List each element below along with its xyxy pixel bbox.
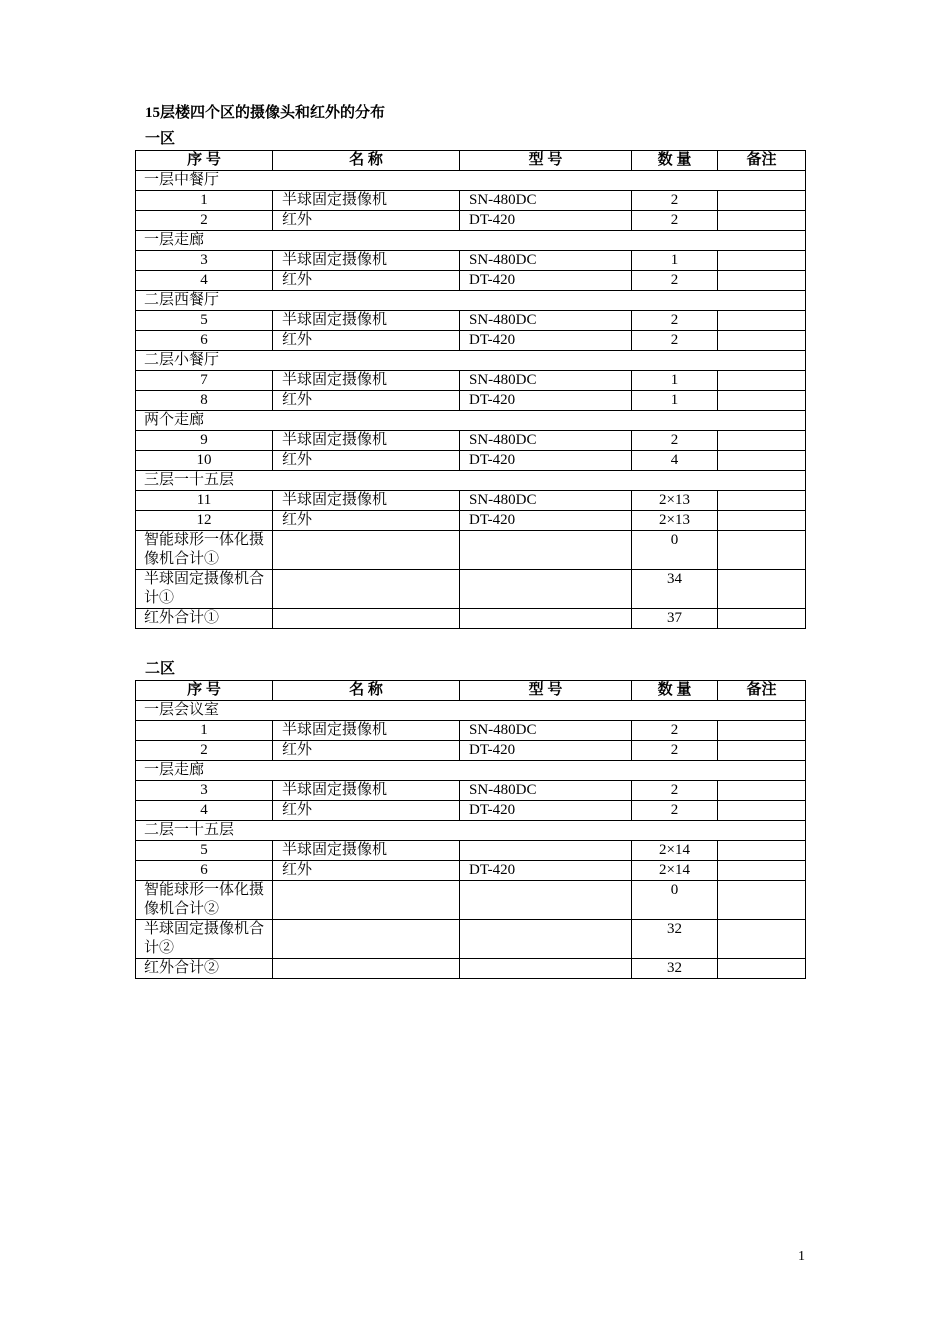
- document-title: 15层楼四个区的摄像头和红外的分布: [145, 105, 386, 121]
- cell-model: DT-420: [460, 211, 632, 231]
- total-row: [136, 881, 806, 920]
- cell-empty: [273, 609, 460, 629]
- cell-seq: 5: [136, 311, 273, 331]
- location-label: 二层西餐厅: [136, 291, 806, 311]
- total-row: [136, 570, 806, 609]
- total-qty: 37: [632, 609, 718, 629]
- cell-name: 红外: [273, 741, 460, 761]
- cell-seq: 1: [136, 191, 273, 211]
- table-row: [136, 331, 806, 351]
- cell-note: [718, 920, 806, 959]
- cell-name: 半球固定摄像机: [273, 491, 460, 511]
- cell-empty: [460, 959, 632, 979]
- table-row: [136, 491, 806, 511]
- cell-qty: 2: [632, 741, 718, 761]
- cell-model: SN-480DC: [460, 371, 632, 391]
- cell-note: [718, 721, 806, 741]
- cell-empty: [460, 570, 632, 609]
- cell-name: 半球固定摄像机: [273, 311, 460, 331]
- cell-name: 红外: [273, 391, 460, 411]
- cell-qty: 2: [632, 211, 718, 231]
- cell-qty: 2: [632, 271, 718, 291]
- location-group-row: [136, 701, 806, 721]
- header-name: 名 称: [273, 681, 460, 701]
- cell-seq: 2: [136, 211, 273, 231]
- header-qty: 数 量: [632, 681, 718, 701]
- header-model: 型 号: [460, 681, 632, 701]
- table-row: [136, 431, 806, 451]
- location-label: 一层会议室: [136, 701, 806, 721]
- cell-note: [718, 881, 806, 920]
- cell-seq: 9: [136, 431, 273, 451]
- header-name: 名 称: [273, 151, 460, 171]
- table-row: [136, 511, 806, 531]
- cell-name: 半球固定摄像机: [273, 781, 460, 801]
- cell-note: [718, 861, 806, 881]
- cell-name: 红外: [273, 331, 460, 351]
- location-label: 三层一十五层: [136, 471, 806, 491]
- cell-model: SN-480DC: [460, 311, 632, 331]
- cell-model: DT-420: [460, 331, 632, 351]
- cell-note: [718, 391, 806, 411]
- cell-note: [718, 609, 806, 629]
- location-label: 二层一十五层: [136, 821, 806, 841]
- cell-note: [718, 371, 806, 391]
- cell-note: [718, 781, 806, 801]
- table-row: [136, 741, 806, 761]
- header-seq: 序 号: [136, 681, 273, 701]
- location-label: 二层小餐厅: [136, 351, 806, 371]
- cell-model: [460, 841, 632, 861]
- cell-note: [718, 211, 806, 231]
- cell-name: 半球固定摄像机: [273, 431, 460, 451]
- cell-name: 红外: [273, 861, 460, 881]
- cell-seq: 12: [136, 511, 273, 531]
- page-number: 1: [798, 1249, 805, 1264]
- total-row: [136, 920, 806, 959]
- cell-model: DT-420: [460, 451, 632, 471]
- location-label: 一层走廊: [136, 231, 806, 251]
- cell-name: 半球固定摄像机: [273, 251, 460, 271]
- location-group-row: [136, 171, 806, 191]
- cell-qty: 2×14: [632, 841, 718, 861]
- total-label: 智能球形一体化摄像机合计②: [136, 881, 273, 920]
- cell-model: SN-480DC: [460, 491, 632, 511]
- location-group-row: [136, 821, 806, 841]
- cell-seq: 3: [136, 251, 273, 271]
- cell-empty: [460, 920, 632, 959]
- cell-note: [718, 431, 806, 451]
- table-row: [136, 371, 806, 391]
- cell-seq: 3: [136, 781, 273, 801]
- cell-note: [718, 741, 806, 761]
- cell-note: [718, 311, 806, 331]
- table-row: [136, 861, 806, 881]
- total-label: 半球固定摄像机合计②: [136, 920, 273, 959]
- cell-seq: 4: [136, 271, 273, 291]
- cell-name: 半球固定摄像机: [273, 371, 460, 391]
- cell-name: 红外: [273, 801, 460, 821]
- location-label: 一层中餐厅: [136, 171, 806, 191]
- cell-qty: 2: [632, 781, 718, 801]
- cell-seq: 7: [136, 371, 273, 391]
- cell-empty: [460, 609, 632, 629]
- cell-model: SN-480DC: [460, 781, 632, 801]
- location-group-row: [136, 351, 806, 371]
- cell-seq: 5: [136, 841, 273, 861]
- cell-model: DT-420: [460, 861, 632, 881]
- header-seq: 序 号: [136, 151, 273, 171]
- location-label: 一层走廊: [136, 761, 806, 781]
- cell-qty: 1: [632, 391, 718, 411]
- cell-name: 红外: [273, 211, 460, 231]
- cell-seq: 6: [136, 331, 273, 351]
- header-model: 型 号: [460, 151, 632, 171]
- table-row: [136, 721, 806, 741]
- cell-note: [718, 331, 806, 351]
- cell-note: [718, 511, 806, 531]
- cell-empty: [460, 531, 632, 570]
- cell-model: SN-480DC: [460, 721, 632, 741]
- cell-empty: [273, 881, 460, 920]
- cell-qty: 2: [632, 721, 718, 741]
- cell-note: [718, 959, 806, 979]
- cell-model: DT-420: [460, 801, 632, 821]
- location-group-row: [136, 231, 806, 251]
- cell-qty: 2×13: [632, 511, 718, 531]
- cell-model: DT-420: [460, 391, 632, 411]
- cell-seq: 6: [136, 861, 273, 881]
- table-header-row: [136, 681, 806, 701]
- table-row: [136, 311, 806, 331]
- cell-note: [718, 251, 806, 271]
- cell-note: [718, 801, 806, 821]
- total-label: 半球固定摄像机合计①: [136, 570, 273, 609]
- total-label: 红外合计②: [136, 959, 273, 979]
- cell-name: 半球固定摄像机: [273, 721, 460, 741]
- cell-name: 红外: [273, 451, 460, 471]
- zone2-table: [135, 680, 806, 979]
- total-label: 红外合计①: [136, 609, 273, 629]
- total-row: [136, 959, 806, 979]
- cell-name: 红外: [273, 271, 460, 291]
- cell-seq: 10: [136, 451, 273, 471]
- cell-empty: [273, 570, 460, 609]
- table-row: [136, 841, 806, 861]
- cell-seq: 1: [136, 721, 273, 741]
- header-qty: 数 量: [632, 151, 718, 171]
- zone2-heading: 二区: [145, 661, 176, 677]
- cell-note: [718, 570, 806, 609]
- table-header-row: [136, 151, 806, 171]
- total-row: [136, 531, 806, 570]
- cell-note: [718, 271, 806, 291]
- location-group-row: [136, 471, 806, 491]
- cell-name: 半球固定摄像机: [273, 191, 460, 211]
- header-note: 备注: [718, 151, 806, 171]
- header-note: 备注: [718, 681, 806, 701]
- cell-note: [718, 491, 806, 511]
- cell-note: [718, 451, 806, 471]
- table-row: [136, 211, 806, 231]
- table-row: [136, 191, 806, 211]
- cell-empty: [460, 881, 632, 920]
- cell-empty: [273, 531, 460, 570]
- cell-qty: 2: [632, 801, 718, 821]
- total-row: [136, 609, 806, 629]
- table-row: [136, 251, 806, 271]
- cell-qty: 1: [632, 371, 718, 391]
- total-qty: 32: [632, 959, 718, 979]
- cell-qty: 2×14: [632, 861, 718, 881]
- cell-seq: 8: [136, 391, 273, 411]
- location-group-row: [136, 291, 806, 311]
- cell-note: [718, 841, 806, 861]
- cell-note: [718, 531, 806, 570]
- cell-qty: 1: [632, 251, 718, 271]
- cell-empty: [273, 959, 460, 979]
- cell-name: 红外: [273, 511, 460, 531]
- cell-model: SN-480DC: [460, 251, 632, 271]
- cell-qty: 2: [632, 191, 718, 211]
- total-qty: 0: [632, 881, 718, 920]
- cell-seq: 2: [136, 741, 273, 761]
- location-label: 两个走廊: [136, 411, 806, 431]
- total-qty: 0: [632, 531, 718, 570]
- cell-model: DT-420: [460, 741, 632, 761]
- zone1-heading: 一区: [145, 131, 176, 147]
- table-row: [136, 391, 806, 411]
- cell-model: SN-480DC: [460, 431, 632, 451]
- cell-model: DT-420: [460, 511, 632, 531]
- cell-qty: 2: [632, 311, 718, 331]
- cell-seq: 11: [136, 491, 273, 511]
- table-row: [136, 801, 806, 821]
- cell-empty: [273, 920, 460, 959]
- cell-qty: 4: [632, 451, 718, 471]
- location-group-row: [136, 761, 806, 781]
- cell-qty: 2: [632, 331, 718, 351]
- cell-qty: 2×13: [632, 491, 718, 511]
- zone1-table: [135, 150, 806, 629]
- cell-model: SN-480DC: [460, 191, 632, 211]
- total-qty: 32: [632, 920, 718, 959]
- cell-name: 半球固定摄像机: [273, 841, 460, 861]
- table-row: [136, 781, 806, 801]
- cell-note: [718, 191, 806, 211]
- cell-seq: 4: [136, 801, 273, 821]
- location-group-row: [136, 411, 806, 431]
- cell-qty: 2: [632, 431, 718, 451]
- cell-model: DT-420: [460, 271, 632, 291]
- total-qty: 34: [632, 570, 718, 609]
- table-row: [136, 271, 806, 291]
- total-label: 智能球形一体化摄像机合计①: [136, 531, 273, 570]
- table-row: [136, 451, 806, 471]
